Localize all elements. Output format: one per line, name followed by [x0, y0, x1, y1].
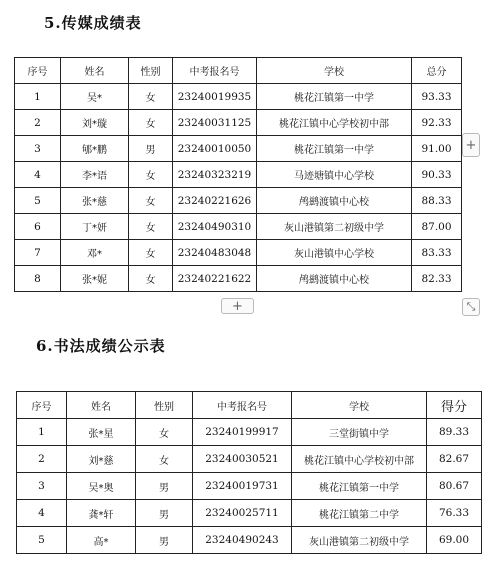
- media-table-cell: 1: [15, 84, 61, 110]
- calligraphy-table-cell: 5: [17, 527, 67, 554]
- calligraphy-table-cell: 23240199917: [193, 419, 292, 446]
- table-row: [17, 419, 482, 446]
- table-row: [15, 266, 462, 292]
- media-table-header-cell: 性别: [129, 58, 173, 84]
- calligraphy-table-header-cell: 性别: [136, 392, 193, 419]
- media-table-cell: 马迹塘镇中心学校: [257, 162, 412, 188]
- calligraphy-table-cell: 女: [136, 419, 193, 446]
- calligraphy-table-cell: 23240019731: [193, 473, 292, 500]
- table-row: [15, 110, 462, 136]
- media-table-header-cell: 总分: [412, 58, 462, 84]
- media-table-cell: 2: [15, 110, 61, 136]
- calligraphy-table-cell: 灰山港镇第二初级中学: [292, 527, 427, 554]
- table-resize-handle[interactable]: ⤡: [462, 298, 480, 316]
- media-table-cell: 李*语: [61, 162, 129, 188]
- media-table-cell: 23240221626: [173, 188, 257, 214]
- calligraphy-table-cell: 桃花江镇第一中学: [292, 473, 427, 500]
- media-table-cell: 张*慈: [61, 188, 129, 214]
- media-table-cell: 6: [15, 214, 61, 240]
- media-score-table: [14, 57, 462, 292]
- add-row-button[interactable]: +: [221, 298, 254, 314]
- table-row: [15, 136, 462, 162]
- calligraphy-table-cell: 3: [17, 473, 67, 500]
- calligraphy-table-header-cell: 学校: [292, 392, 427, 419]
- table-row: [15, 162, 462, 188]
- media-table-cell: 女: [129, 188, 173, 214]
- media-table-cell: 87.00: [412, 214, 462, 240]
- section6-title: 6.书法成绩公示表: [36, 337, 166, 355]
- media-table-cell: 8: [15, 266, 61, 292]
- calligraphy-table-cell: 23240025711: [193, 500, 292, 527]
- media-table-cell: 93.33: [412, 84, 462, 110]
- calligraphy-score-table: [16, 391, 482, 554]
- media-table-cell: 91.00: [412, 136, 462, 162]
- calligraphy-table-cell: 2: [17, 446, 67, 473]
- calligraphy-table-cell: 高*: [67, 527, 136, 554]
- table-row: [17, 527, 482, 554]
- calligraphy-table-header-cell: 姓名: [67, 392, 136, 419]
- media-table-cell: 张*妮: [61, 266, 129, 292]
- table-row: [17, 473, 482, 500]
- calligraphy-table-cell: 张*星: [67, 419, 136, 446]
- calligraphy-table-cell: 龚*轩: [67, 500, 136, 527]
- media-table-cell: 女: [129, 110, 173, 136]
- calligraphy-table-cell: 三堂街镇中学: [292, 419, 427, 446]
- media-table-header-cell: 序号: [15, 58, 61, 84]
- media-table-cell: 83.33: [412, 240, 462, 266]
- calligraphy-table-cell: 23240030521: [193, 446, 292, 473]
- media-table-cell: 女: [129, 240, 173, 266]
- media-table-cell: 刘*璇: [61, 110, 129, 136]
- media-table-cell: 5: [15, 188, 61, 214]
- calligraphy-table-cell: 4: [17, 500, 67, 527]
- calligraphy-table-header-cell: 得分: [427, 392, 482, 419]
- table-row: [17, 500, 482, 527]
- media-table-header-row: [15, 58, 462, 84]
- media-table-cell: 桃花江镇中心学校初中部: [257, 110, 412, 136]
- calligraphy-table-cell: 89.33: [427, 419, 482, 446]
- media-table-cell: 男: [129, 136, 173, 162]
- table-row: [15, 240, 462, 266]
- calligraphy-table-cell: 男: [136, 527, 193, 554]
- media-table-cell: 女: [129, 266, 173, 292]
- media-table-cell: 4: [15, 162, 61, 188]
- media-table-header-cell: 姓名: [61, 58, 129, 84]
- media-table-cell: 92.33: [412, 110, 462, 136]
- calligraphy-table-header-row: [17, 392, 482, 419]
- calligraphy-table-header-cell: 序号: [17, 392, 67, 419]
- media-table-cell: 桃花江镇第一中学: [257, 84, 412, 110]
- media-table-cell: 23240221622: [173, 266, 257, 292]
- calligraphy-table-cell: 男: [136, 473, 193, 500]
- media-table-cell: 88.33: [412, 188, 462, 214]
- media-table-cell: 7: [15, 240, 61, 266]
- table-row: [15, 214, 462, 240]
- media-table-cell: 丁*妍: [61, 214, 129, 240]
- media-table-header-cell: 学校: [257, 58, 412, 84]
- media-table-cell: 鸬鹚渡镇中心校: [257, 266, 412, 292]
- media-table-cell: 23240031125: [173, 110, 257, 136]
- media-table-cell: 90.33: [412, 162, 462, 188]
- calligraphy-table-cell: 80.67: [427, 473, 482, 500]
- media-table-cell: 23240010050: [173, 136, 257, 162]
- media-table-cell: 女: [129, 214, 173, 240]
- media-table-cell: 鸬鹚渡镇中心校: [257, 188, 412, 214]
- media-table-cell: 吴*: [61, 84, 129, 110]
- section5-title: 5.传媒成绩表: [44, 14, 142, 32]
- calligraphy-table-cell: 69.00: [427, 527, 482, 554]
- calligraphy-table-header-cell: 中考报名号: [193, 392, 292, 419]
- calligraphy-table-cell: 23240490243: [193, 527, 292, 554]
- table-row: [17, 446, 482, 473]
- calligraphy-table-cell: 女: [136, 446, 193, 473]
- media-table-header-cell: 中考报名号: [173, 58, 257, 84]
- media-table-cell: 灰山港镇第二初级中学: [257, 214, 412, 240]
- media-table-cell: 女: [129, 162, 173, 188]
- media-table-cell: 邓*: [61, 240, 129, 266]
- table-row: [15, 84, 462, 110]
- calligraphy-table-cell: 76.33: [427, 500, 482, 527]
- media-table-cell: 女: [129, 84, 173, 110]
- media-table-cell: 灰山港镇中心学校: [257, 240, 412, 266]
- media-table-cell: 23240323219: [173, 162, 257, 188]
- media-table-cell: 郇*鹏: [61, 136, 129, 162]
- calligraphy-table-cell: 桃花江镇中心学校初中部: [292, 446, 427, 473]
- table-row: [15, 188, 462, 214]
- media-table-cell: 3: [15, 136, 61, 162]
- calligraphy-table-cell: 刘*慈: [67, 446, 136, 473]
- media-table-cell: 23240019935: [173, 84, 257, 110]
- calligraphy-table-cell: 82.67: [427, 446, 482, 473]
- calligraphy-table-cell: 桃花江镇第二中学: [292, 500, 427, 527]
- media-table-cell: 23240483048: [173, 240, 257, 266]
- calligraphy-table-cell: 1: [17, 419, 67, 446]
- calligraphy-table-cell: 吴*奥: [67, 473, 136, 500]
- media-table-cell: 82.33: [412, 266, 462, 292]
- media-table-cell: 23240490310: [173, 214, 257, 240]
- media-table-cell: 桃花江镇第一中学: [257, 136, 412, 162]
- calligraphy-table-cell: 男: [136, 500, 193, 527]
- add-column-button[interactable]: +: [462, 133, 480, 157]
